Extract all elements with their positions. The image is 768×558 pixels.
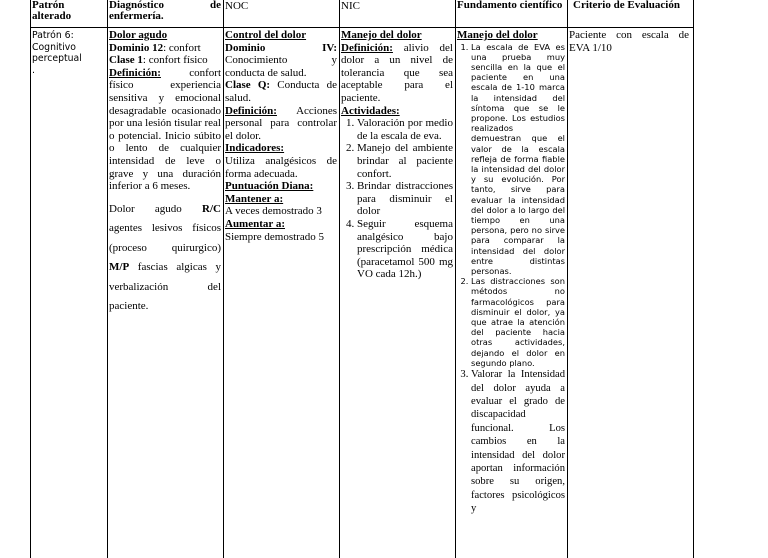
noc-clase-text: Conducta de salud. xyxy=(225,79,337,104)
diagnostico-clase-text: : confort físico xyxy=(142,54,208,67)
fundamento-item: 3. Valorar la Intensidad del dolor ayuda a evaluar el grado de discapacidad funcional. Los cambios en la intensidad del dolor aportan información sobre su origen, factores psicológicos y xyxy=(471,368,565,515)
diagnostico-definicion-label: Definición: xyxy=(109,66,161,79)
noc-clase-label: Clase Q: xyxy=(225,79,271,92)
diagnostico-dominio-text: : confort xyxy=(163,41,201,54)
nic-cell xyxy=(339,29,455,281)
diagnostico-dominio-label: Dominio 12 xyxy=(109,41,164,54)
nic-definicion-label: Definición: xyxy=(341,41,393,54)
header-criterio: Criterio de Evaluación xyxy=(573,0,680,11)
fundamento-title: Manejo del dolor xyxy=(457,29,538,41)
nic-actividad-item: 2. Manejo del ambiente brindar al paciente confort. xyxy=(357,142,453,180)
noc-cell xyxy=(223,29,339,243)
nic-actividad-item: 3. Brindar distracciones para disminuir el dolor xyxy=(357,180,453,218)
nic-actividades-list xyxy=(341,117,453,281)
diagnostico-rc-label: R/C xyxy=(202,202,221,215)
header-fundamento: Fundamento científico xyxy=(457,0,563,11)
header-diagnostico: Diagnóstico de enfermería. xyxy=(109,0,221,22)
header-row-divider xyxy=(30,27,693,28)
patron-dot: . xyxy=(32,64,35,76)
diagnostico-statement-2: agentes lesivos físicos (proceso quirurgico) xyxy=(109,222,221,254)
column-divider xyxy=(567,0,568,558)
noc-definicion-label: Definición: xyxy=(225,104,277,117)
header-noc: NOC xyxy=(225,0,249,12)
diagnostico-definicion-text: confort físico experiencia sensitiva y emocional desagradable ocasionado por una lesión tisular real o potencial. Inicio súbito o lento de cualquier intensidad de leve o grave y una duración inferior a 6 meses. xyxy=(109,66,221,193)
noc-aumentar-label: Aumentar a: xyxy=(225,217,285,230)
nic-actividad-item: 1. Valoración por medio de la escala de eva. xyxy=(357,117,453,142)
diagnostico-cell xyxy=(107,29,223,317)
nic-actividades-label: Actividades: xyxy=(341,104,400,117)
patron-cell xyxy=(30,30,107,76)
care-plan-table xyxy=(30,0,693,558)
nic-actividad-item: 4. Seguir esquema analgésico bajo prescripción médica (paracetamol 500 mg VO cada 12h.) xyxy=(357,218,453,281)
noc-aumentar-text: Siempre demostrado 5 xyxy=(225,230,324,243)
noc-title: Control del dolor xyxy=(225,29,307,41)
noc-indicadores-label: Indicadores: xyxy=(225,142,285,155)
diagnostico-statement-1: Dolor agudo xyxy=(109,202,203,215)
fundamento-item: 1. La escala de EVA es una prueba muy sencilla en la que el paciente en una escala de 1-10 marca la intensidad del síntoma que se le propone. Los estudios realizados demuestran que el valor de la escala refleja de forma fiable la intensidad del dolor y su evolución. Por tanto, sirve para evaluar la intensidad del dolor a lo largo del tiempo en una persona, pero no sirve para comparar la intensidad del dolor entre distintas personas. xyxy=(471,42,565,277)
patron-label: Patrón 6: xyxy=(32,30,74,41)
diagnostico-clase-label: Clase 1 xyxy=(109,54,143,67)
noc-dominio-text: Conocimiento y conducta de salud. xyxy=(225,54,337,79)
fundamento-list xyxy=(457,42,565,516)
nic-title: Manejo del dolor xyxy=(341,29,422,41)
patron-name: Cognitivo perceptual xyxy=(32,41,82,65)
noc-definicion-text: Acciones personal para controlar el dolor. xyxy=(225,104,337,142)
nic-definicion-text: alivio del dolor a un nivel de tolerancia que sea aceptable para el paciente. xyxy=(341,41,453,104)
table-border-left xyxy=(30,0,31,558)
criterio-text: Paciente con escala de EVA 1/10 xyxy=(569,29,689,54)
table-border-right xyxy=(693,0,694,558)
diagnostico-statement-3: fascias algicas y verbalización del paciente. xyxy=(109,261,221,313)
fundamento-item: 2. Las distracciones son métodos no farmacológicos para disminuir el dolor, ya que atrae la atención del paciente hacia otras actividades, dejando el dolor en segundo plano. xyxy=(471,276,565,368)
criterio-cell xyxy=(567,29,693,54)
noc-indicadores-text: Utiliza analgésicos de forma adecuada. xyxy=(225,154,337,180)
header-patron: Patrón alterado xyxy=(32,0,72,22)
noc-dominio-label: Dominio IV: xyxy=(225,41,337,54)
diagnostico-title: Dolor agudo xyxy=(109,29,168,41)
noc-puntuacion-label: Puntuación Diana: xyxy=(225,180,314,193)
header-nic: NIC xyxy=(341,0,360,12)
fundamento-cell xyxy=(455,29,567,516)
noc-mantener-text: A veces demostrado 3 xyxy=(225,205,322,218)
diagnostico-mp-label: M/P xyxy=(109,261,130,274)
noc-mantener-label: Mantener a: xyxy=(225,192,284,205)
